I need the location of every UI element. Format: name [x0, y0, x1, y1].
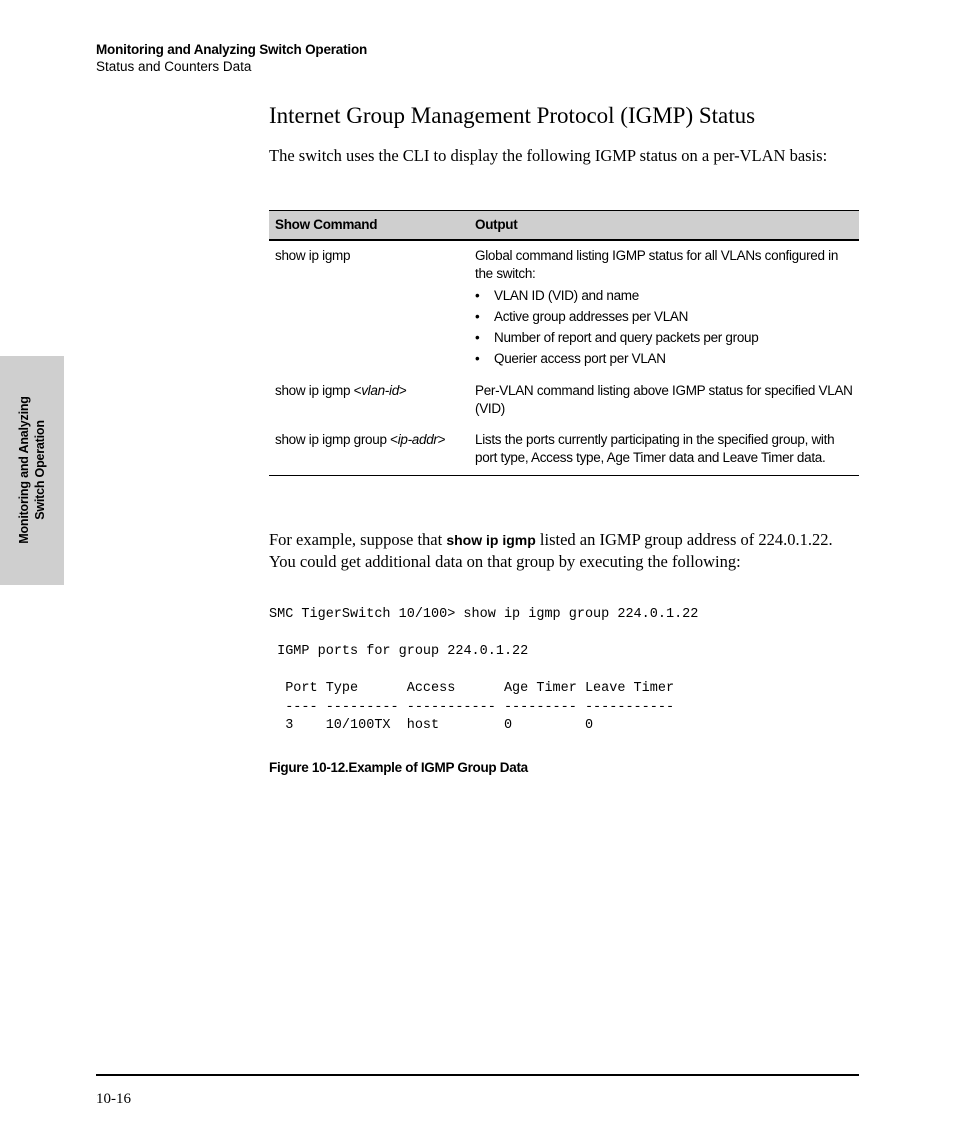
list-item: • VLAN ID (VID) and name: [475, 285, 853, 306]
table-row: [269, 376, 859, 425]
example-command: show ip igmp: [446, 531, 536, 548]
output-cell: Lists the ports currently participating in the specified group, with port type, Access type, Age Timer data and Leave Timer data.: [469, 425, 859, 476]
figure-caption: Figure 10-12.Example of IGMP Group Data: [269, 760, 528, 775]
output-text: Global command listing IGMP status for all VLANs configured in the switch:: [475, 248, 839, 281]
output-cell: [469, 240, 859, 376]
command-text: >: [398, 383, 407, 398]
header-output: Output: [469, 211, 859, 241]
command-cell: show ip igmp: [275, 248, 351, 263]
command-text: show ip igmp <: [275, 383, 362, 398]
table-row: [269, 240, 859, 376]
running-head-title: Monitoring and Analyzing Switch Operation: [96, 42, 368, 57]
page-number: 10-16: [96, 1091, 131, 1107]
footer-divider: [96, 1074, 859, 1076]
output-bullet-list: [475, 285, 853, 369]
command-cell: [269, 425, 469, 476]
side-tab-line1: Monitoring and Analyzing: [17, 396, 31, 544]
command-cell: [269, 376, 469, 425]
command-text: >: [437, 432, 446, 447]
header-show-command: Show Command: [269, 211, 469, 241]
intro-paragraph: The switch uses the CLI to display the following IGMP status on a per-VLAN basis:: [269, 146, 828, 165]
running-head-subtitle: Status and Counters Data: [96, 59, 252, 74]
example-text: For example, suppose that: [269, 529, 447, 549]
side-tab-label: [16, 396, 48, 544]
running-head: [96, 41, 367, 75]
output-cell: Per-VLAN command listing above IGMP status for specified VLAN (VID): [475, 383, 853, 416]
example-text: listed an IGMP group address of 224.0.1.22. You could get additional data on that group by executing the following:: [269, 529, 833, 571]
command-argument: ip-addr: [397, 432, 438, 447]
side-tab-line2: Switch Operation: [33, 420, 47, 520]
list-item: • Querier access port per VLAN: [475, 348, 853, 369]
cli-prompt-line: SMC TigerSwitch 10/100> show ip igmp group 224.0.1.22: [269, 607, 699, 622]
cli-separator-line: ---- --------- ----------- --------- -----------: [285, 699, 675, 715]
section-body: [269, 100, 859, 166]
command-argument: vlan-id: [361, 383, 399, 398]
chapter-side-tab: [0, 356, 64, 585]
table-header-row: [269, 211, 859, 241]
cli-header-line: Port Type Access Age Timer Leave Timer: [285, 681, 675, 696]
cli-group-line: IGMP ports for group 224.0.1.22: [277, 644, 529, 659]
list-item: • Active group addresses per VLAN: [475, 306, 853, 327]
list-item: • Number of report and query packets per group: [475, 327, 853, 348]
cli-data-line: 3 10/100TX host 0 0: [285, 718, 594, 733]
table-row: [269, 425, 859, 476]
cli-output: [269, 606, 698, 736]
command-text: show ip igmp group <: [275, 432, 398, 447]
show-command-table: [269, 210, 859, 476]
example-paragraph: [269, 529, 859, 573]
section-heading: Internet Group Management Protocol (IGMP) Status: [269, 103, 756, 128]
